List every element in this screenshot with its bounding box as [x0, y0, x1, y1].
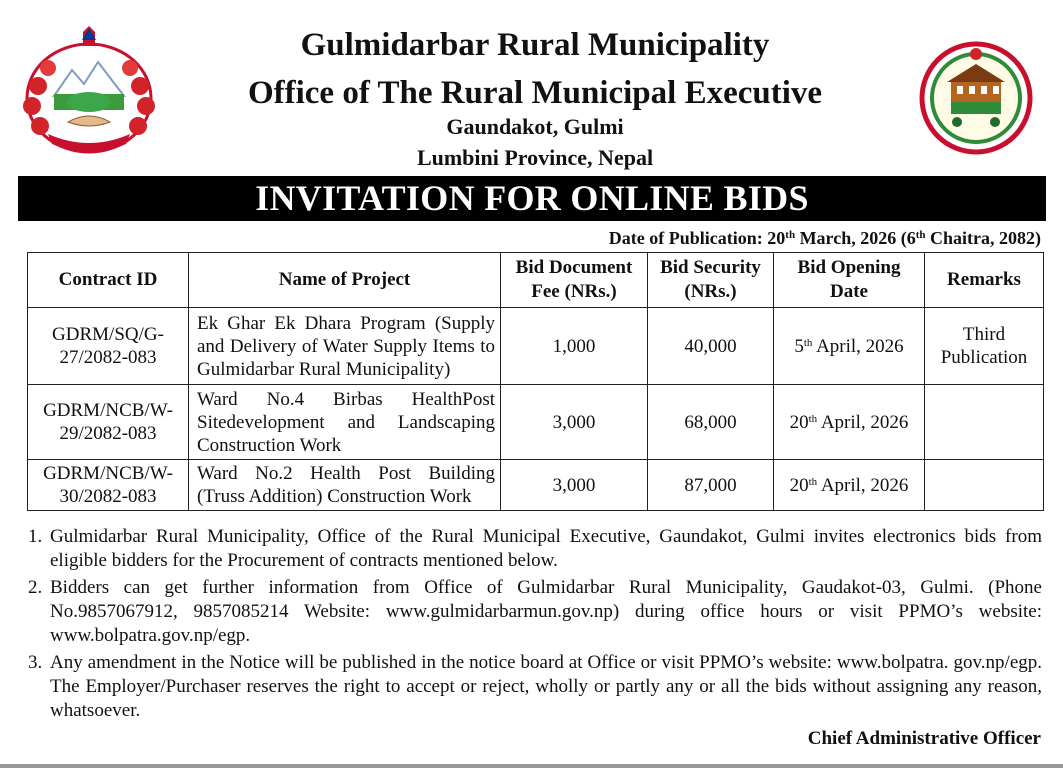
- project-cell: Ward No.2 Health Post Building (Truss Addition) Construction Work: [189, 460, 501, 511]
- list-item: 2. Bidders can get further information from Office of Gulmidarbar Rural Municipality, Gaudakot-03, Gulmi. (Phone No.9857067912, 9857085214 Website: www.gulmidarbarmun.gov.np) during office hours or visit PPMO’s website: www.bolpatra.gov.np/egp.: [28, 577, 1042, 646]
- remarks-cell: [925, 460, 1044, 511]
- table-row: [28, 460, 1044, 511]
- list-item: 3. Any amendment in the Notice will be published in the notice board at Office or visit PPMO’s website: www.bolpatra. gov.np/egp. The Employer/Purchaser reserves the right to accept or reject, wholly or partly any or all the bids without assigning any reason, whatsoever.: [28, 652, 1042, 721]
- header-fee: Bid Document Fee (NRs.): [501, 253, 648, 308]
- office-province: Lumbini Province, Nepal: [416, 145, 654, 170]
- contract-id-cell: GDRM/NCB/W- 30/2082-083: [28, 460, 189, 511]
- header-security: Bid Security (NRs.): [648, 253, 774, 308]
- opening-date-cell: 20th April, 2026: [774, 460, 925, 511]
- list-item: 1. Gulmidarbar Rural Municipality, Office of the Rural Municipal Executive, Gaundakot, Gulmi invites electronics bids from eligible bidders for the Procurement of contracts mentioned below.: [28, 526, 1042, 571]
- contract-id-cell: GDRM/SQ/G- 27/2082-083: [28, 308, 189, 385]
- remarks-cell: Third Publication: [925, 308, 1044, 385]
- fee-cell: 3,000: [501, 460, 648, 511]
- header-remarks: Remarks: [925, 253, 1044, 308]
- contract-id-cell: GDRM/NCB/W- 29/2082-083: [28, 385, 189, 460]
- notice-header: [0, 0, 1063, 176]
- opening-date-cell: 5th April, 2026: [774, 308, 925, 385]
- nepal-emblem-icon: [18, 26, 160, 156]
- security-cell: 40,000: [648, 308, 774, 385]
- fee-cell: 1,000: [501, 308, 648, 385]
- signature: Chief Administrative Officer: [807, 728, 1041, 749]
- project-cell: Ek Ghar Ek Dhara Program (Supply and Delivery of Water Supply Items to Gulmidarbar Rural Municipality): [189, 308, 501, 385]
- table-header-row: [28, 253, 1044, 308]
- fee-cell: 3,000: [501, 385, 648, 460]
- bids-table: [27, 252, 1044, 511]
- municipality-name: Gulmidarbar Rural Municipality: [300, 27, 770, 63]
- header-project: Name of Project: [189, 253, 501, 308]
- header-opening-date: Bid Opening Date: [774, 253, 925, 308]
- security-cell: 87,000: [648, 460, 774, 511]
- municipality-logo-icon: [917, 40, 1035, 155]
- office-location: Gaundakot, Gulmi: [446, 114, 624, 139]
- security-cell: 68,000: [648, 385, 774, 460]
- invitation-banner: INVITATION FOR ONLINE BIDS: [18, 176, 1046, 221]
- notes-list: [28, 525, 1042, 726]
- bottom-divider: [0, 764, 1063, 768]
- office-name: Office of The Rural Municipal Executive: [247, 75, 823, 111]
- header-contract-id: Contract ID: [28, 253, 189, 308]
- opening-date-cell: 20th April, 2026: [774, 385, 925, 460]
- table-row: [28, 385, 1044, 460]
- project-cell: Ward No.4 Birbas HealthPost Sitedevelopment and Landscaping Construction Work: [189, 385, 501, 460]
- remarks-cell: [925, 385, 1044, 460]
- table-row: [28, 308, 1044, 385]
- publication-date: Date of Publication: 20th March, 2026 (6th Chaitra, 2082): [608, 228, 1041, 248]
